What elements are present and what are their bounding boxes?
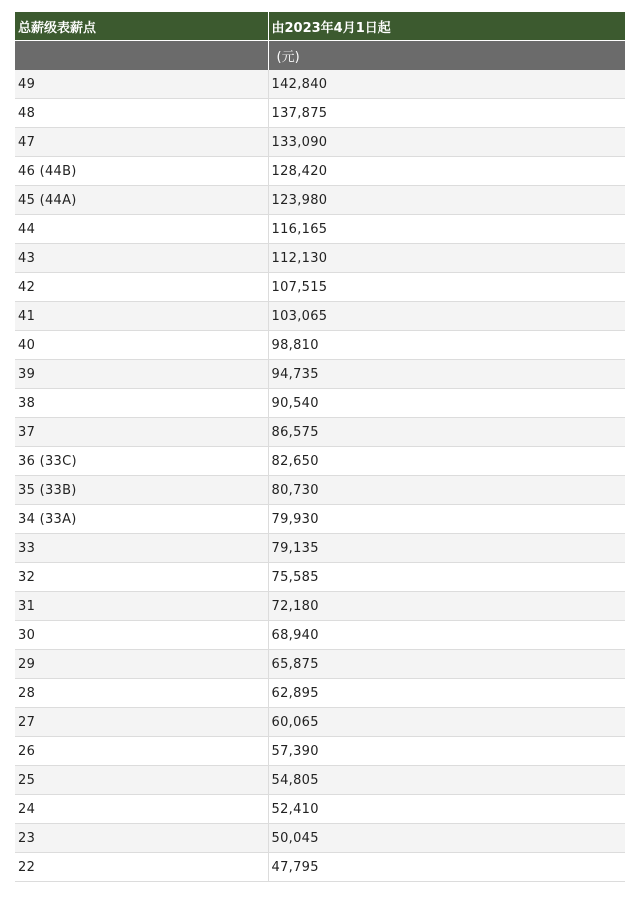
salary-amount-cell: 142,840 (268, 70, 625, 99)
salary-amount-cell: 82,650 (268, 447, 625, 476)
salary-amount-cell: 90,540 (268, 389, 625, 418)
salary-amount-cell: 107,515 (268, 273, 625, 302)
salary-amount-cell: 54,805 (268, 766, 625, 795)
pay-point-cell: 27 (15, 708, 268, 737)
salary-amount-cell: 60,065 (268, 708, 625, 737)
salary-amount-cell: 133,090 (268, 128, 625, 157)
table-row (15, 128, 625, 157)
pay-point-cell: 26 (15, 737, 268, 766)
salary-amount-cell: 80,730 (268, 476, 625, 505)
pay-point-cell: 31 (15, 592, 268, 621)
table-row (15, 592, 625, 621)
table-row (15, 853, 625, 882)
salary-amount-cell: 137,875 (268, 99, 625, 128)
salary-amount-cell: 79,930 (268, 505, 625, 534)
table-row (15, 389, 625, 418)
table-row (15, 534, 625, 563)
table-row (15, 447, 625, 476)
pay-point-cell: 36 (33C) (15, 447, 268, 476)
salary-amount-cell: 128,420 (268, 157, 625, 186)
subheader-unit: (元) (268, 41, 625, 71)
salary-amount-cell: 52,410 (268, 795, 625, 824)
pay-point-cell: 46 (44B) (15, 157, 268, 186)
salary-amount-cell: 62,895 (268, 679, 625, 708)
salary-amount-cell: 47,795 (268, 853, 625, 882)
salary-scale-table (15, 12, 625, 882)
pay-point-cell: 44 (15, 215, 268, 244)
pay-point-cell: 48 (15, 99, 268, 128)
pay-point-cell: 41 (15, 302, 268, 331)
pay-point-cell: 28 (15, 679, 268, 708)
salary-amount-cell: 86,575 (268, 418, 625, 447)
pay-point-cell: 30 (15, 621, 268, 650)
table-row (15, 679, 625, 708)
salary-amount-cell: 75,585 (268, 563, 625, 592)
table-row (15, 99, 625, 128)
salary-amount-cell: 68,940 (268, 621, 625, 650)
pay-point-cell: 47 (15, 128, 268, 157)
pay-point-cell: 35 (33B) (15, 476, 268, 505)
salary-amount-cell: 116,165 (268, 215, 625, 244)
table-row (15, 766, 625, 795)
table-row (15, 708, 625, 737)
table-row (15, 505, 625, 534)
subheader-empty (15, 41, 268, 71)
table-row (15, 476, 625, 505)
pay-point-cell: 25 (15, 766, 268, 795)
salary-amount-cell: 103,065 (268, 302, 625, 331)
table-row (15, 360, 625, 389)
salary-amount-cell: 112,130 (268, 244, 625, 273)
salary-amount-cell: 57,390 (268, 737, 625, 766)
table-body (15, 70, 625, 882)
table-row (15, 215, 625, 244)
table-row (15, 331, 625, 360)
pay-point-cell: 33 (15, 534, 268, 563)
pay-point-cell: 42 (15, 273, 268, 302)
salary-amount-cell: 65,875 (268, 650, 625, 679)
pay-point-cell: 43 (15, 244, 268, 273)
pay-point-cell: 24 (15, 795, 268, 824)
table-row (15, 273, 625, 302)
salary-amount-cell: 79,135 (268, 534, 625, 563)
table-subheader-row (15, 41, 625, 71)
salary-amount-cell: 72,180 (268, 592, 625, 621)
pay-point-cell: 45 (44A) (15, 186, 268, 215)
table-row (15, 70, 625, 99)
table-row (15, 737, 625, 766)
pay-point-cell: 38 (15, 389, 268, 418)
table-row (15, 824, 625, 853)
table-header-row (15, 12, 625, 41)
salary-amount-cell: 123,980 (268, 186, 625, 215)
pay-point-cell: 32 (15, 563, 268, 592)
header-effective-date: 由2023年4月1日起 (268, 12, 625, 41)
pay-point-cell: 34 (33A) (15, 505, 268, 534)
salary-amount-cell: 98,810 (268, 331, 625, 360)
table-row (15, 418, 625, 447)
salary-amount-cell: 50,045 (268, 824, 625, 853)
table-row (15, 563, 625, 592)
pay-point-cell: 49 (15, 70, 268, 99)
pay-point-cell: 40 (15, 331, 268, 360)
table-row (15, 302, 625, 331)
salary-amount-cell: 94,735 (268, 360, 625, 389)
pay-point-cell: 22 (15, 853, 268, 882)
table-row (15, 157, 625, 186)
pay-point-cell: 29 (15, 650, 268, 679)
pay-point-cell: 37 (15, 418, 268, 447)
table-row (15, 621, 625, 650)
header-pay-point: 总薪级表薪点 (15, 12, 268, 41)
table-row (15, 244, 625, 273)
pay-point-cell: 23 (15, 824, 268, 853)
table-row (15, 650, 625, 679)
table-row (15, 186, 625, 215)
table-row (15, 795, 625, 824)
pay-point-cell: 39 (15, 360, 268, 389)
